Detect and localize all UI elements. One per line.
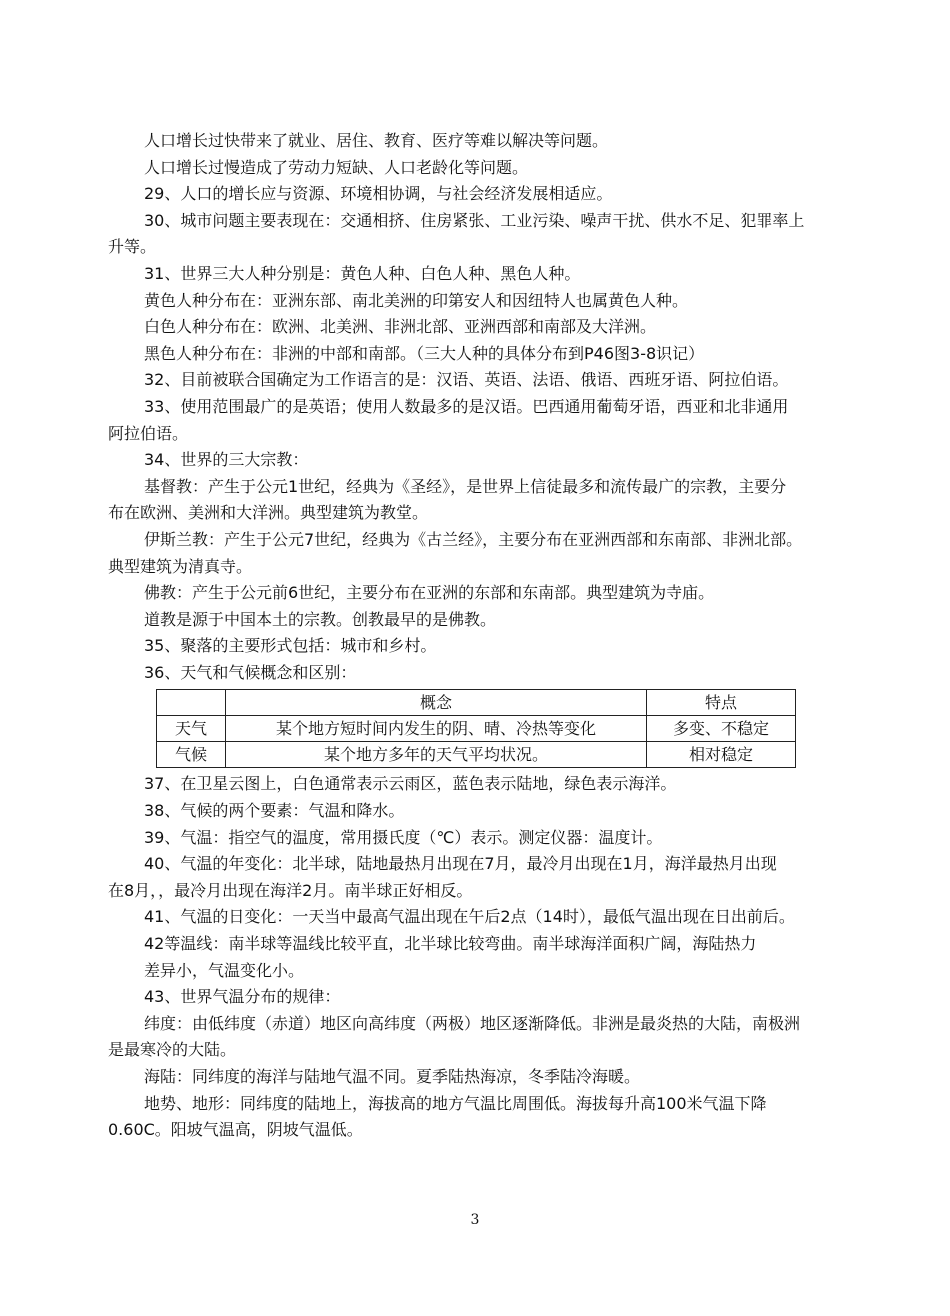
table-cell: 相对稳定	[647, 742, 796, 768]
text-line: 32、目前被联合国确定为工作语言的是：汉语、英语、法语、俄语、西班牙语、阿拉伯语。	[144, 370, 789, 390]
table-cell: 多变、不稳定	[647, 716, 796, 742]
text-line: 海陆：同纬度的海洋与陆地气温不同。夏季陆热海凉，冬季陆冷海暖。	[144, 1067, 641, 1086]
text-line: 黑色人种分布在：非洲的中部和南部。（三大人种的具体分布到P46图3-8识记）	[144, 343, 705, 363]
text-line: 佛教：产生于公元前6世纪，主要分布在亚洲的东部和东南部。典型建筑为寺庙。	[144, 583, 715, 603]
text-line: 38、气候的两个要素：气温和降水。	[144, 801, 405, 821]
text-line: 在8月，，最冷月出现在海洋2月。南半球正好相反。	[108, 880, 473, 900]
table-cell: 天气	[157, 716, 226, 742]
text-line: 39、气温：指空气的温度，常用摄氏度（℃）表示。测定仪器：温度计。	[144, 827, 663, 847]
text-line: 典型建筑为清真寺。	[108, 556, 253, 576]
table-cell: 某个地方多年的天气平均状况。	[226, 742, 647, 768]
text-line: 是最寒冷的大陆。	[108, 1040, 237, 1060]
text-line: 29、人口的增长应与资源、环境相协调，与社会经济发展相适应。	[144, 184, 613, 204]
text-line: 地势、地形：同纬度的陆地上，海拔高的地方气温比周围低。海拔每升高100米气温下降	[144, 1093, 767, 1113]
text-block-after-table	[108, 771, 850, 1143]
text-line: 基督教：产生于公元1世纪，经典为《圣经》，是世界上信徒最多和流传最广的宗教，主要分	[144, 476, 787, 496]
table-header-cell	[157, 690, 226, 716]
table-header-cell: 概念	[226, 690, 647, 716]
text-line: 道教是源于中国本土的宗教。创教最早的是佛教。	[144, 609, 497, 629]
text-line: 纬度：由低纬度（赤道）地区向高纬度（两极）地区逐渐降低。非洲是最炎热的大陆，南极洲	[144, 1013, 801, 1033]
text-line: 40、气温的年变化：北半球，陆地最热月出现在7月，最冷月出现在1月，海洋最热月出现	[144, 854, 777, 874]
text-line: 伊斯兰教：产生于公元7世纪，经典为《古兰经》，主要分布在亚洲西部和东南部、非洲北部。	[144, 529, 803, 549]
text-line: 布在欧洲、美洲和大洋洲。典型建筑为教堂。	[108, 503, 429, 523]
text-line: 人口增长过慢造成了劳动力短缺、人口老龄化等问题。	[144, 157, 529, 177]
text-line: 白色人种分布在：欧洲、北美洲、非洲北部、亚洲西部和南部及大洋洲。	[144, 317, 657, 337]
page-number: 3	[470, 1212, 480, 1228]
text-line: 阿拉伯语。	[108, 423, 189, 443]
weather-climate-table	[156, 689, 796, 768]
text-line: 人口增长过快带来了就业、居住、教育、医疗等难以解决等问题。	[144, 131, 609, 150]
text-line: 差异小，气温变化小。	[144, 960, 305, 980]
text-line: 0.60C。阳坡气温高，阴坡气温低。	[108, 1120, 363, 1140]
text-line: 37、在卫星云图上，白色通常表示云雨区，蓝色表示陆地，绿色表示海洋。	[144, 774, 677, 794]
table-cell: 气候	[157, 742, 226, 768]
text-line: 黄色人种分布在：亚洲东部、南北美洲的印第安人和因纽特人也属黄色人种。	[144, 290, 689, 310]
table-row	[157, 742, 796, 768]
table-header-row	[157, 690, 796, 716]
text-line: 35、聚落的主要形式包括：城市和乡村。	[144, 636, 437, 656]
text-line: 30、城市问题主要表现在：交通相挤、住房紧张、工业污染、噪声干扰、供水不足、犯罪率上	[144, 210, 805, 230]
text-line: 升等。	[108, 237, 157, 257]
text-line: 36、天气和气候概念和区别：	[144, 662, 357, 682]
table-header-cell: 特点	[647, 690, 796, 716]
text-line: 43、世界气温分布的规律：	[144, 987, 341, 1007]
text-line: 34、世界的三大宗教：	[144, 450, 309, 470]
text-block-before-table	[108, 128, 850, 686]
text-line: 31、世界三大人种分别是：黄色人种、白色人种、黑色人种。	[144, 263, 581, 283]
text-line: 41、气温的日变化：一天当中最高气温出现在午后2点（14时），最低气温出现在日出前后。	[144, 907, 795, 927]
text-line: 42等温线：南半球等温线比较平直，北半球比较弯曲。南半球海洋面积广阔，海陆热力	[144, 934, 757, 954]
text-line: 33、使用范围最广的是英语；使用人数最多的是汉语。巴西通用葡萄牙语，西亚和北非通用	[144, 396, 789, 416]
table-row	[157, 716, 796, 742]
table-cell: 某个地方短时间内发生的阴、晴、冷热等变化	[226, 716, 647, 742]
document-body	[108, 128, 850, 1144]
